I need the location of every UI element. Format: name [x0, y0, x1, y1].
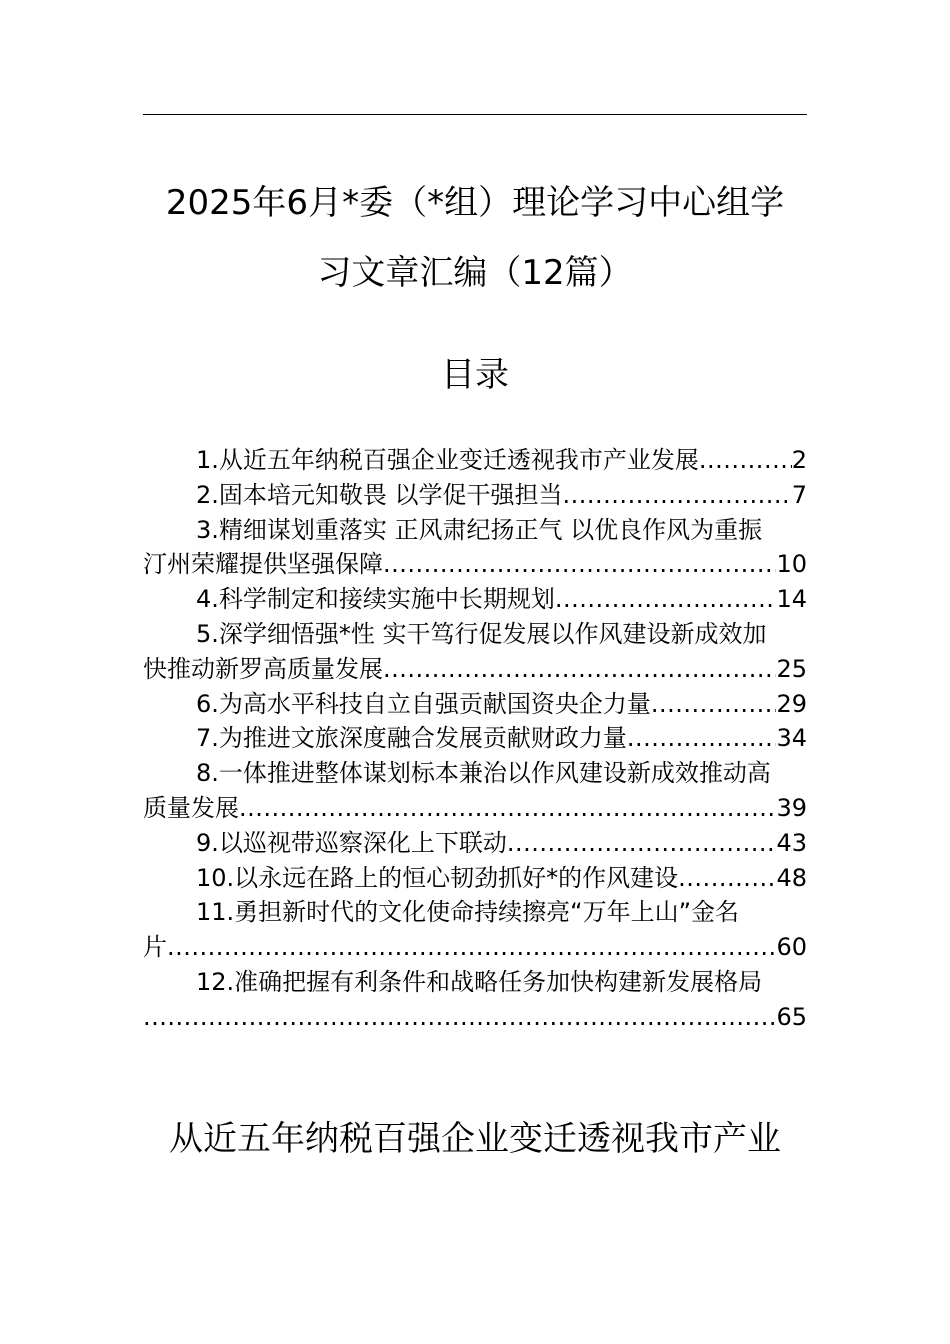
toc-entry-line: [143, 513, 807, 548]
toc-page-number: 60: [776, 933, 807, 962]
toc-leader-dots: [699, 443, 792, 478]
toc-entry-text: 汀州荣耀提供坚强保障: [143, 550, 383, 579]
toc-page-number: 2: [791, 446, 807, 474]
toc-entry-line: [143, 582, 807, 617]
toc-entry-text: 2.固本培元知敬畏 以学促干强担当: [196, 480, 563, 509]
toc-entry-text: 8.一体推进整体谋划标本兼治以作风建设新成效推动高: [196, 759, 771, 788]
toc-entry-text: 快推动新罗高质量发展: [143, 654, 383, 683]
toc-entry-line: [143, 687, 807, 722]
toc-leader-dots: [563, 478, 792, 513]
toc-entry-text: 7.为推进文旅深度融合发展贡献财政力量: [196, 724, 627, 753]
toc-entry[interactable]: [143, 826, 807, 861]
toc-entry-text: 11.勇担新时代的文化使命持续擦亮“万年上山”金名: [196, 898, 740, 927]
toc-entry-line: [143, 791, 807, 826]
toc-entry-text: 12.准确把握有利条件和战略任务加快构建新发展格局: [196, 967, 763, 996]
toc-entry-text: 6.为高水平科技自立自强贡献国资央企力量: [196, 689, 651, 718]
toc-entry-text: 质量发展: [143, 793, 239, 822]
toc-leader-dots: [651, 687, 777, 722]
toc-entry-line: [143, 721, 807, 756]
header-rule: [143, 114, 807, 115]
toc-leader-dots: [555, 582, 777, 617]
toc-page-number: 7: [791, 480, 807, 509]
toc-entry-text: 10.以永远在路上的恒心韧劲抓好*的作风建设: [196, 863, 679, 892]
toc-entry[interactable]: [143, 861, 807, 896]
toc-entry-line: [143, 826, 807, 861]
toc-leader-dots: [239, 791, 776, 826]
toc-entry-line: [143, 478, 807, 513]
toc-page-number: 29: [776, 689, 807, 718]
toc-entry-line: [143, 1000, 807, 1035]
toc-entry-line: [143, 895, 807, 930]
toc-entry[interactable]: [143, 756, 807, 826]
toc-entry-text: 5.深学细悟强*性 实干笃行促发展以作风建设新成效加: [196, 619, 767, 648]
toc-page-number: 43: [776, 828, 807, 857]
toc-entry[interactable]: [143, 443, 807, 478]
toc-page-number: 25: [776, 654, 807, 683]
toc-entry-text: 片: [143, 933, 167, 962]
toc-page-number: 14: [776, 585, 807, 614]
toc-entry-line: [143, 547, 807, 582]
toc-entry-line: [143, 652, 807, 687]
toc-entry[interactable]: [143, 895, 807, 965]
toc-entry[interactable]: [143, 721, 807, 756]
toc-entry-text: 1.从近五年纳税百强企业变迁透视我市产业发展: [196, 446, 699, 474]
toc-leader-dots: [167, 930, 776, 965]
toc-entry-line: [143, 930, 807, 965]
document-title: [143, 168, 807, 308]
toc-leader-dots: [507, 826, 777, 861]
toc-entry-line: [143, 861, 807, 896]
document-title-line-2: 习文章汇编（12篇）: [317, 253, 633, 293]
toc-leader-dots: [383, 652, 776, 687]
toc-leader-dots: [678, 861, 776, 896]
toc-leader-dots: [143, 1000, 776, 1035]
toc-page-number: 39: [776, 793, 807, 822]
toc-entry-text: 4.科学制定和接续实施中长期规划: [196, 585, 555, 614]
toc-leader-dots: [383, 547, 776, 582]
toc-page-number: 34: [776, 724, 807, 753]
table-of-contents: [143, 443, 807, 1035]
toc-entry[interactable]: [143, 687, 807, 722]
document-title-line-1: 2025年6月*委（*组）理论学习中心组学: [165, 183, 785, 223]
toc-entry-text: 9.以巡视带巡察深化上下联动: [196, 828, 507, 857]
toc-entry[interactable]: [143, 513, 807, 583]
toc-entry[interactable]: [143, 582, 807, 617]
toc-entry-text: 3.精细谋划重落实 正风肃纪扬正气 以优良作风为重振: [196, 515, 763, 544]
toc-entry-line: [143, 756, 807, 791]
toc-entry-line: [143, 443, 807, 478]
section-heading: 从近五年纳税百强企业变迁透视我市产业: [169, 1119, 781, 1159]
toc-page-number: 65: [776, 1002, 807, 1031]
toc-leader-dots: [627, 721, 777, 756]
toc-page-number: 10: [776, 550, 807, 579]
toc-heading: 目录: [441, 355, 509, 395]
toc-entry[interactable]: [143, 478, 807, 513]
toc-entry-line: [143, 617, 807, 652]
toc-entry[interactable]: [143, 617, 807, 687]
toc-page-number: 48: [776, 863, 807, 892]
toc-entry-line: [143, 965, 807, 1000]
toc-entry[interactable]: [143, 965, 807, 1035]
